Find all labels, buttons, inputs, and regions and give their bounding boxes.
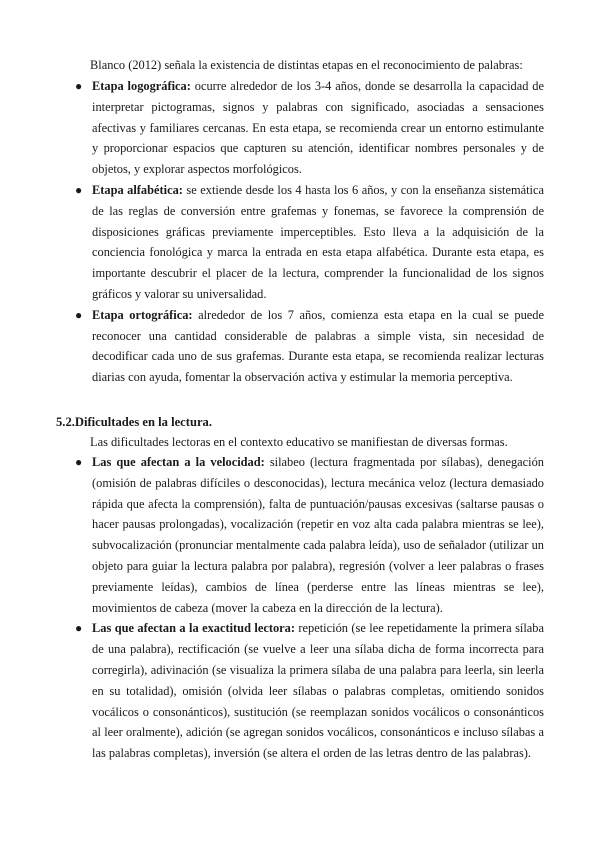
bullet-icon: ● (75, 79, 83, 93)
stage-title: Etapa logográfica: (92, 79, 191, 93)
stage-text: ocurre alrededor de los 3-4 años, donde se desarrolla la capacidad de interpretar pictogramas, signos y palabras con significado, asociadas a sensaciones afectivas y familiares cercanas. En esta etapa, se recomienda crear un entorno estimulante y proporcionar espacios que capturen su atención, identificar nombres personales y de objetos, y explorar aspectos morfológicos. (92, 79, 544, 177)
stage-title: Etapa alfabética: (92, 182, 183, 197)
list-item (0, 76, 600, 180)
intro-paragraph: Blanco (2012) señala la existencia de distintas etapas en el reconocimiento de palabras: (90, 58, 523, 72)
stage-text: alrededor de los 7 años, comienza esta etapa en la cual se puede reconocer una cantidad considerable de palabras a simple vista, sin necesidad de decodificar cada uno de sus grafemas. Durante esta etapa, se recomienda realizar lecturas diarias con ayuda, fomentar la observación activa y estimular la memoria perceptiva. (92, 307, 544, 385)
stage-title: Etapa ortográfica: (92, 307, 193, 322)
section-intro: Las dificultades lectoras en el contexto educativo se manifiestan de diversas formas. (90, 435, 508, 449)
stage-text: se extiende desde los 4 hasta los 6 años, y con la enseñanza sistemática de las reglas de conversión entre grafemas y fonemas, se favorece la comprensión de disposiciones gráficas previamente imperceptibles. Esto lleva a la adquisición de la conciencia fonológica y marca la entrada en esta etapa alfabética. Durante esta etapa, es importante descubrir el placer de la lectura, comprender la funcionalidad de los signos gráficos y valorar su universalidad. (92, 182, 544, 301)
bullet-icon: ● (75, 455, 83, 469)
list-item (0, 618, 600, 764)
bullet-icon: ● (75, 182, 83, 197)
list-item (0, 305, 600, 388)
difficulty-title: Las que afectan a la exactitud lectora: (92, 621, 295, 636)
list-item (0, 180, 600, 305)
bullet-icon: ● (75, 307, 83, 322)
difficulty-title: Las que afectan a la velocidad: (92, 455, 265, 469)
stages-list (0, 76, 600, 388)
difficulties-list (0, 452, 600, 764)
list-item (0, 452, 600, 618)
difficulty-text: repetición (se lee repetidamente la primera sílaba de una palabra), rectificación (se vuelve a leer una sílaba dicha de forma incorrecta para corregirla), adivinación (se visualiza la primera sílaba de una palabra para leerla, sin leerla en su totalidad), omisión (olvida leer sílabas o palabras completas, omitiendo sonidos vocálicos o consonánticos), sustitución (se reemplazan sonidos vocálicos o consonánticos al leer oralmente), adición (se agregan sonidos vocálicos, consonánticos e incluso sílabas a las palabras completas), inversión (se altera el orden de las letras dentro de las palabras). (92, 621, 544, 761)
section-heading: 5.2.Dificultades en la lectura. (56, 415, 213, 429)
bullet-icon: ● (75, 621, 83, 636)
difficulty-text: silabeo (lectura fragmentada por sílabas), denegación (omisión de palabras difíciles o desconocidas), lectura mecánica veloz (lectura demasiado rápida que afecta la comprensión), falta de puntuación/pausas excesivas (saltarse pausas o hacer pausas prolongadas), vocalización (repetir en voz alta cada palabra mientras se lee), subvocalización (pronunciar mentalmente cada palabra leída), uso de señalador (utilizar un objeto para guiar la lectura palabra por palabra), regresión (volver a leer palabras o frases previamente leídas), cambios de línea (perderse entre las líneas mientras se lee), movimientos de cabeza (mover la cabeza en la dirección de la lectura). (92, 455, 545, 615)
